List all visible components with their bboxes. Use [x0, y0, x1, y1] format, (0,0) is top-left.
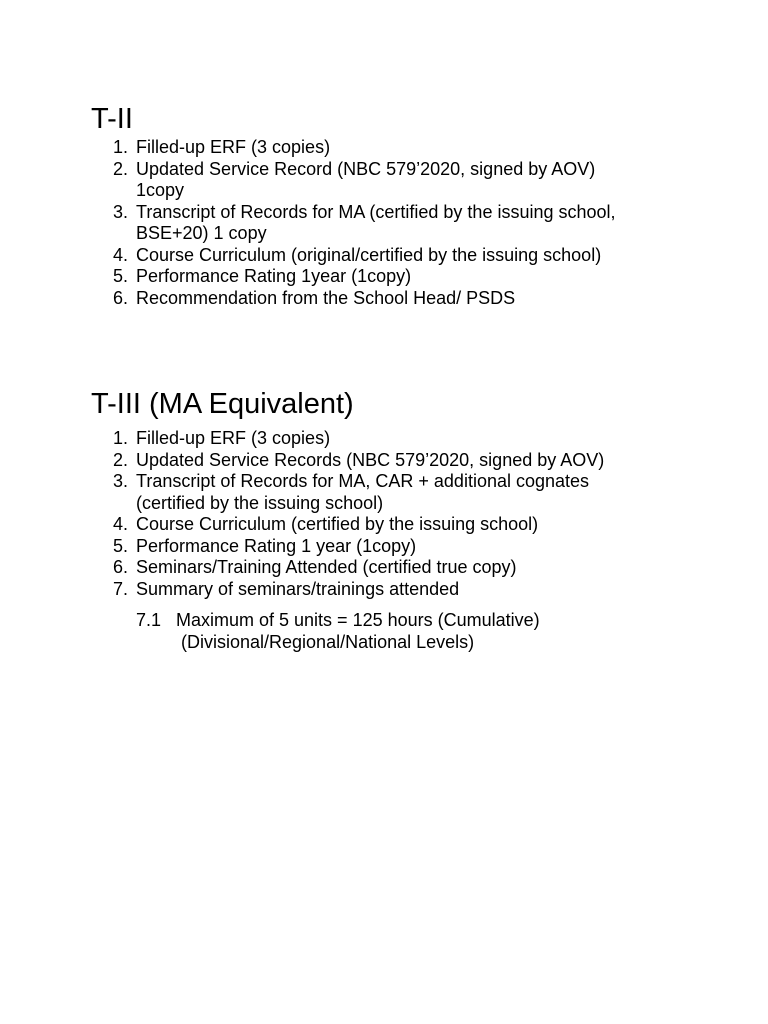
- list-item: [0, 159, 768, 202]
- item-text-continuation: 1copy: [136, 180, 185, 200]
- item-text-continuation: BSE+20) 1 copy: [136, 223, 267, 243]
- list-item: [0, 245, 768, 267]
- list-item: [0, 514, 768, 536]
- list-item: [0, 137, 768, 159]
- item-number: 1.: [113, 428, 129, 448]
- item-number: 2.: [113, 158, 129, 179]
- item-text: Updated Service Records (NBC 579’2020, signed by AOV): [136, 449, 605, 470]
- item-text: Filled-up ERF (3 copies): [136, 137, 331, 157]
- item-number: 3.: [113, 201, 129, 222]
- section-heading: T-II: [91, 103, 133, 135]
- item-text-continuation: (certified by the issuing school): [136, 492, 384, 513]
- item-text: Transcript of Records for MA, CAR + additional cognates: [136, 471, 590, 491]
- item-text: Seminars/Training Attended (certified true copy): [136, 557, 517, 577]
- section-heading: T-III (MA Equivalent): [91, 388, 354, 420]
- item-text: Recommendation from the School Head/ PSDS: [136, 287, 516, 308]
- list-item: [0, 266, 768, 288]
- item-number: 1.: [113, 137, 129, 157]
- item-text: Performance Rating 1 year (1copy): [136, 535, 417, 556]
- list-item: [0, 536, 768, 558]
- list-item: [0, 288, 768, 310]
- item-text: Course Curriculum (original/certified by the issuing school): [136, 244, 602, 265]
- list-item: [0, 202, 768, 245]
- sub-item-number: 7.1: [136, 610, 162, 630]
- item-text: Summary of seminars/trainings attended: [136, 578, 460, 599]
- item-number: 2.: [113, 449, 129, 470]
- item-number: 5.: [113, 266, 129, 286]
- item-number: 6.: [113, 287, 129, 308]
- list-item: [0, 471, 768, 514]
- sub-item-text: Maximum of 5 units = 125 hours (Cumulative): [176, 610, 540, 630]
- item-number: 5.: [113, 535, 129, 556]
- sub-item-text-continuation: (Divisional/Regional/National Levels): [181, 631, 475, 652]
- requirements-list: [0, 137, 768, 309]
- item-text: Course Curriculum (certified by the issuing school): [136, 514, 539, 534]
- list-item: [0, 428, 768, 450]
- item-number: 6.: [113, 557, 129, 577]
- list-item: [0, 450, 768, 472]
- sub-list-item: [0, 610, 768, 653]
- item-text: Updated Service Record (NBC 579’2020, signed by AOV): [136, 158, 596, 179]
- item-number: 4.: [113, 244, 129, 265]
- list-item: [0, 579, 768, 601]
- list-item: [0, 557, 768, 579]
- item-text: Filled-up ERF (3 copies): [136, 428, 331, 448]
- item-number: 7.: [113, 578, 129, 599]
- item-text: Transcript of Records for MA (certified by the issuing school,: [136, 201, 616, 222]
- item-number: 4.: [113, 514, 129, 534]
- requirements-list: [0, 428, 768, 653]
- item-text: Performance Rating 1year (1copy): [136, 266, 412, 286]
- item-number: 3.: [113, 471, 129, 491]
